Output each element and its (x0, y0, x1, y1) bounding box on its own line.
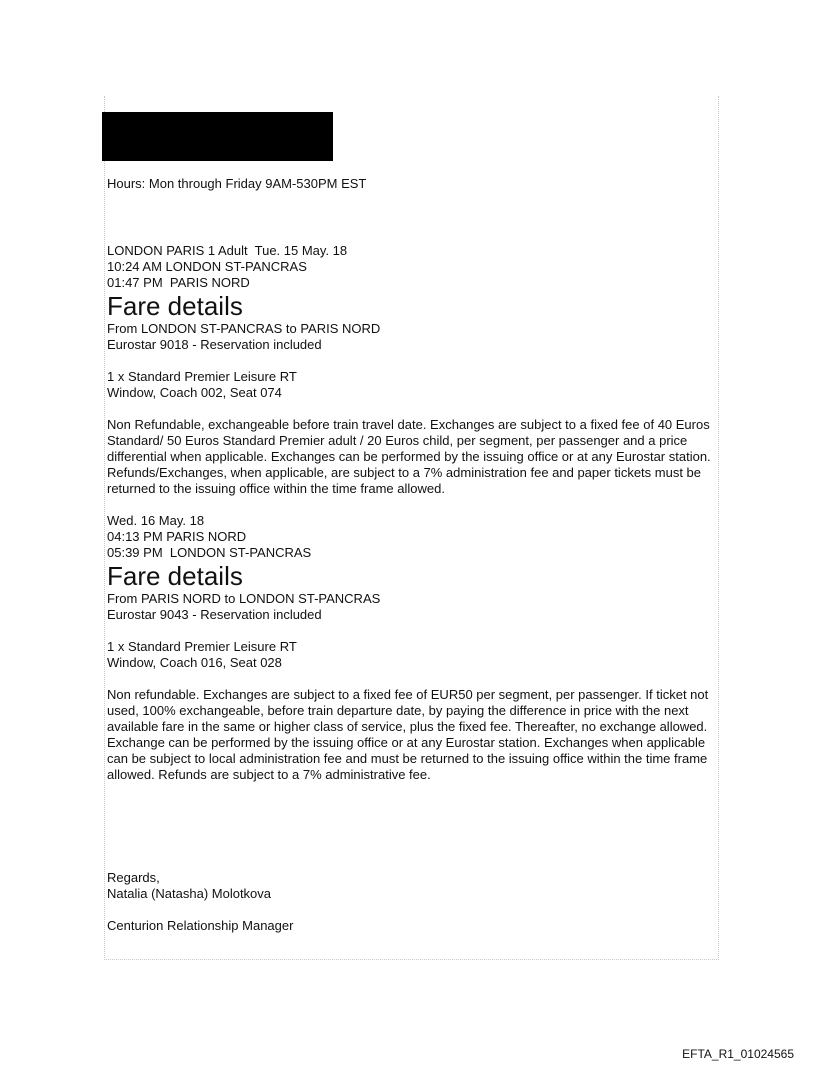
outbound-route: From LONDON ST-PANCRAS to PARIS NORD (107, 321, 381, 336)
outbound-arrive: 01:47 PM PARIS NORD (107, 275, 250, 290)
signer-name: Natalia (Natasha) Molotkova (107, 886, 272, 901)
inbound-train: Eurostar 9043 - Reservation included (107, 607, 322, 622)
outbound-train: Eurostar 9018 - Reservation included (107, 337, 322, 352)
fare-details-heading: Fare details (107, 291, 243, 321)
inbound-conditions: Non refundable. Exchanges are subject to a fixed fee of EUR50 per segment, per passenger. If ticket not used, 100% exchangeable, before train departure date, by paying the difference in price with the next available fare in the same or higher class of service, plus the fixed fee. Thereafter, no exchange allowed. Exchange can be performed by the issuing office or at any Eurostar station. Exchanges when applicable can be subject to local administration fee and must be returned to the issuing office within the time frame allowed. Refunds are subject to a 7% administrative fee. (107, 687, 709, 782)
outbound-seat: Window, Coach 002, Seat 074 (107, 385, 282, 400)
return-date: Wed. 16 May. 18 (107, 513, 205, 528)
inbound-ticket: 1 x Standard Premier Leisure RT (107, 639, 297, 654)
hours-line: Hours: Mon through Friday 9AM-530PM EST (107, 176, 367, 191)
outbound-depart: 10:24 AM LONDON ST-PANCRAS (107, 259, 307, 274)
inbound-seat: Window, Coach 016, Seat 028 (107, 655, 282, 670)
trip-summary: LONDON PARIS 1 Adult Tue. 15 May. 18 (107, 243, 348, 258)
inbound-route: From PARIS NORD to LONDON ST-PANCRAS (107, 591, 381, 606)
outbound-ticket: 1 x Standard Premier Leisure RT (107, 369, 297, 384)
closing: Regards, (107, 870, 160, 885)
redaction-block (102, 112, 333, 161)
return-depart: 04:13 PM PARIS NORD (107, 529, 247, 544)
return-arrive: 05:39 PM LONDON ST-PANCRAS (107, 545, 312, 560)
document-id: EFTA_R1_01024565 (682, 1047, 794, 1061)
fare-details-heading: Fare details (107, 561, 243, 591)
signer-title: Centurion Relationship Manager (107, 918, 294, 933)
outbound-conditions: Non Refundable, exchangeable before train travel date. Exchanges are subject to a fixed fee of 40 Euros Standard/ 50 Euros Standard Premier adult / 20 Euros child, per segment, per passenger and a price differential when applicable. Exchanges can be performed by the issuing office or at any Eurostar station. Refunds/Exchanges, when applicable, are subject to a 7% administration fee and paper tickets must be returned to the issuing office within the time frame allowed. (107, 417, 711, 496)
email-body (107, 176, 719, 934)
